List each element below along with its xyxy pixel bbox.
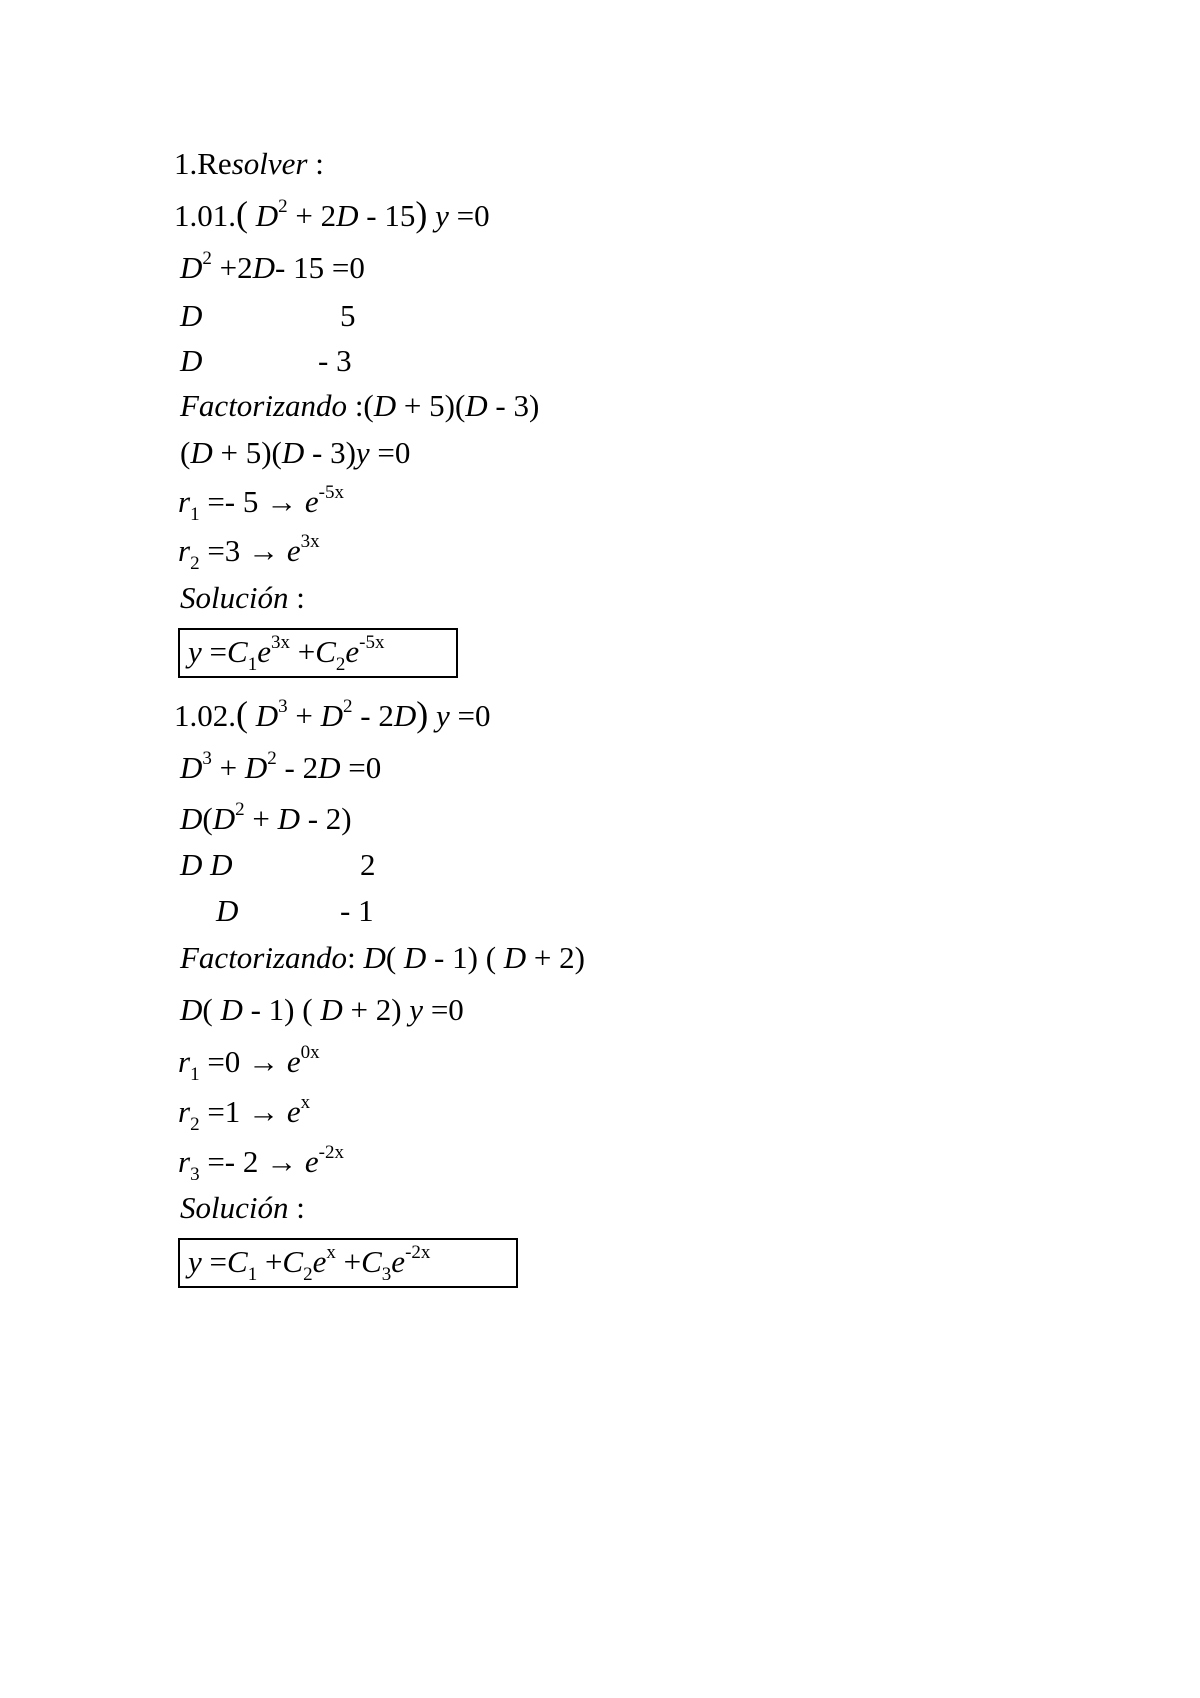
var-r: r — [178, 484, 191, 519]
const-c: C — [315, 634, 336, 669]
var-d: D — [180, 298, 203, 333]
var-y: y — [188, 634, 202, 669]
term: ( — [202, 801, 213, 836]
exponent: -2x — [318, 1142, 344, 1163]
factor-label: Factorizando — [180, 940, 348, 975]
var-y: y — [435, 698, 450, 733]
var-d: D — [244, 750, 268, 785]
var-e: e — [304, 484, 319, 519]
var-e: e — [312, 1244, 327, 1279]
problem-1-factored-equation — [180, 435, 410, 471]
root-value: =- 5 → — [199, 484, 305, 519]
term: +2 — [211, 250, 253, 285]
var-d: D — [180, 801, 203, 836]
term: + — [211, 750, 245, 785]
term: + — [287, 698, 321, 733]
term: + 5)( — [396, 388, 466, 423]
paren-open: ( — [236, 694, 248, 734]
subscript: 1 — [190, 1064, 200, 1085]
var-y: y — [188, 1244, 202, 1279]
term: - 3) — [487, 388, 540, 423]
solution-label: Solución — [180, 580, 289, 615]
heading-text-italic: solver — [231, 146, 308, 181]
equals-zero: =0 — [423, 992, 464, 1027]
var-e: e — [286, 1094, 301, 1129]
subscript: 2 — [190, 553, 200, 574]
root-value: =1 → — [199, 1094, 287, 1129]
var-d: D — [320, 698, 344, 733]
paren-close: ) — [415, 194, 428, 234]
solution-label: Solución — [180, 1190, 289, 1225]
section-heading — [174, 146, 324, 182]
problem-1-characteristic-equation — [180, 250, 365, 286]
problem-1-cross-row-2 — [180, 343, 202, 379]
subscript: 1 — [247, 654, 258, 675]
root-value: =0 → — [199, 1044, 287, 1079]
problem-2-cross-row-1 — [180, 847, 233, 883]
problem-1-solution — [188, 632, 385, 675]
exponent: 2 — [235, 799, 245, 820]
equals-zero: =0 — [369, 435, 411, 470]
problem-1-solution-box — [178, 628, 458, 678]
problem-2-solution — [188, 1242, 431, 1285]
term: - 1) ( — [242, 992, 321, 1027]
var-d: D — [503, 940, 527, 975]
var-d: D — [255, 198, 279, 233]
term: + 2 — [287, 198, 337, 233]
const-c: C — [361, 1244, 382, 1279]
root-value: =3 → — [199, 533, 287, 568]
term: ( — [202, 992, 221, 1027]
subscript: 1 — [247, 1264, 258, 1285]
exponent: 2 — [343, 696, 353, 717]
paren-close: ) — [416, 694, 429, 734]
exponent: 2 — [278, 196, 288, 217]
problem-2-cross-value-1: 2 — [360, 847, 376, 882]
exponent: x — [326, 1242, 336, 1263]
problem-2-root-1 — [178, 1042, 320, 1085]
problem-1-label: 1.01. — [174, 198, 236, 233]
var-d: D — [180, 992, 203, 1027]
var-d: D — [277, 801, 300, 836]
var-e: e — [391, 1244, 406, 1279]
term: ( — [385, 940, 404, 975]
var-d: D — [318, 750, 341, 785]
var-e: e — [286, 533, 301, 568]
problem-1-root-2 — [178, 531, 320, 574]
subscript: 3 — [190, 1164, 200, 1185]
term: - 2 — [276, 750, 319, 785]
var-e: e — [345, 634, 360, 669]
problem-2-characteristic-equation — [180, 750, 381, 786]
exponent: 3 — [278, 696, 288, 717]
var-r: r — [178, 1094, 191, 1129]
subscript: 3 — [381, 1264, 392, 1285]
term: :( — [347, 388, 374, 423]
term: + 5)( — [212, 435, 282, 470]
var-d: D — [336, 198, 359, 233]
factor-label: Factorizando — [180, 388, 348, 423]
problem-1-factorization — [180, 388, 539, 424]
problem-1-root-1 — [178, 482, 344, 525]
exponent: 0x — [300, 1042, 320, 1063]
term: + — [244, 801, 278, 836]
term: - 2 — [352, 698, 394, 733]
problem-1-cross-row-1 — [180, 298, 202, 334]
var-d: D — [393, 698, 417, 733]
term: - 3) — [304, 435, 356, 470]
var-d: D — [220, 992, 243, 1027]
var-e: e — [304, 1144, 319, 1179]
problem-1-equation — [174, 196, 490, 234]
problem-2-factorization — [180, 940, 585, 976]
term: : — [347, 940, 364, 975]
exponent: -2x — [405, 1242, 431, 1263]
plus: + — [257, 1244, 283, 1279]
equals-zero: =0 — [340, 750, 382, 785]
plus: + — [289, 634, 316, 669]
problem-2-root-2 — [178, 1092, 311, 1135]
colon: : — [288, 1190, 305, 1225]
root-value: =- 2 → — [199, 1144, 305, 1179]
exponent: 3x — [270, 632, 290, 653]
term: - 15 =0 — [275, 250, 365, 285]
equals: = — [201, 634, 227, 669]
problem-1-cross-value-2: - 3 — [318, 343, 352, 378]
term: - 1) ( — [426, 940, 504, 975]
heading-text-roman: Re — [197, 146, 232, 181]
term: - 2) — [299, 801, 352, 836]
exponent: 3x — [300, 531, 320, 552]
var-d: D — [180, 847, 203, 882]
var-d: D — [190, 435, 213, 470]
paren-open: ( — [236, 194, 248, 234]
term: - 15 — [358, 198, 416, 233]
var-d: D — [212, 801, 236, 836]
problem-2-root-3 — [178, 1142, 344, 1185]
problem-2-cross-row-2 — [216, 893, 238, 929]
var-y: y — [355, 435, 370, 470]
var-d: D — [403, 940, 427, 975]
var-d: D — [281, 435, 305, 470]
const-c: C — [282, 1244, 304, 1279]
const-c: C — [227, 634, 248, 669]
var-r: r — [178, 1044, 191, 1079]
heading-colon: : — [307, 146, 324, 181]
var-d: D — [363, 940, 386, 975]
subscript: 1 — [190, 504, 200, 525]
problem-1-solution-heading — [180, 580, 305, 616]
exponent: -5x — [359, 632, 385, 653]
var-d: D — [180, 750, 203, 785]
var-d: D — [180, 250, 203, 285]
var-d: D — [465, 388, 488, 423]
equals-zero: =0 — [448, 198, 490, 233]
equals-zero: =0 — [449, 698, 491, 733]
exponent: 2 — [202, 248, 212, 269]
problem-2-factored-equation — [180, 992, 464, 1028]
exponent: 2 — [267, 748, 277, 769]
colon: : — [288, 580, 305, 615]
var-d: D — [180, 343, 203, 378]
var-y: y — [435, 198, 449, 233]
var-r: r — [178, 533, 191, 568]
problem-2-partial-factorization — [180, 801, 352, 837]
var-d: D — [255, 698, 279, 733]
var-d: D — [373, 388, 397, 423]
subscript: 2 — [335, 654, 346, 675]
var-e: e — [286, 1044, 301, 1079]
subscript: 2 — [190, 1114, 200, 1135]
term: + 2) — [342, 992, 410, 1027]
problem-2-equation — [174, 696, 490, 734]
problem-2-solution-box — [178, 1238, 518, 1288]
exponent: 3 — [202, 748, 212, 769]
term: + 2) — [526, 940, 585, 975]
plus: + — [335, 1244, 362, 1279]
subscript: 2 — [303, 1264, 313, 1285]
problem-2-solution-heading — [180, 1190, 305, 1226]
term: ( — [180, 435, 191, 470]
exponent: -5x — [318, 482, 344, 503]
var-e: e — [257, 634, 271, 669]
var-d: D — [320, 992, 343, 1027]
problem-2-cross-value-2: - 1 — [340, 893, 374, 928]
var-y: y — [409, 992, 424, 1027]
heading-number: 1. — [174, 146, 198, 181]
var-d: D — [252, 250, 276, 285]
problem-2-label: 1.02. — [174, 698, 236, 733]
var-d: D — [216, 893, 239, 928]
problem-1-cross-value-1: 5 — [340, 298, 356, 333]
equals: = — [201, 1244, 227, 1279]
const-c: C — [227, 1244, 248, 1279]
var-d: D — [210, 847, 233, 882]
exponent: x — [300, 1092, 311, 1113]
var-r: r — [178, 1144, 191, 1179]
